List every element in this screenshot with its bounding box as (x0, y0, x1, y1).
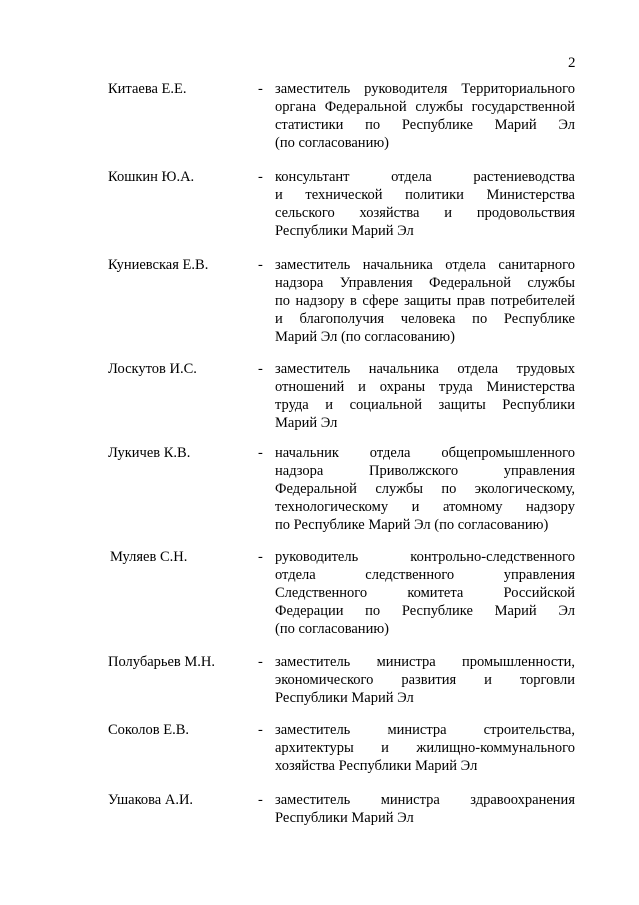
description-line: надзора Управления Федеральной службы (275, 275, 575, 291)
description-line: заместитель министра строительства, (275, 722, 575, 738)
description-line: хозяйства Республики Марий Эл (275, 758, 478, 774)
description-line: Федерации по Республике Марий Эл (275, 603, 575, 619)
position-description (275, 80, 575, 152)
person-name: Полубарьев М.Н. (108, 654, 216, 670)
person-name: Соколов Е.В. (108, 722, 190, 738)
person-name: Кошкин Ю.А. (108, 169, 195, 185)
description-line: Республики Марий Эл (275, 223, 414, 239)
dash-separator: - (258, 81, 263, 97)
description-line: Федеральной службы по экологическому, (275, 481, 575, 497)
description-line: по надзору в сфере защиты прав потребителей (275, 293, 575, 309)
description-line: и технической политики Министерства (275, 187, 575, 203)
description-line: и благополучия человека по Республике (275, 311, 575, 327)
description-line: (по согласованию) (275, 135, 389, 151)
description-line: труда и социальной защиты Республики (275, 397, 575, 413)
position-description (275, 548, 575, 638)
description-line: заместитель министра здравоохранения (275, 792, 575, 808)
description-line: надзора Приволжского управления (275, 463, 575, 479)
position-description (275, 653, 575, 707)
dash-separator: - (258, 361, 263, 377)
person-name: Куниевская Е.В. (108, 257, 209, 273)
description-line: по Республике Марий Эл (по согласованию) (275, 517, 549, 533)
dash-separator: - (258, 654, 263, 670)
description-line: консультант отдела растениеводства (275, 169, 575, 185)
description-line: Марий Эл (275, 415, 338, 431)
description-line: заместитель министра промышленности, (275, 654, 575, 670)
description-line: начальник отдела общепромышленного (275, 445, 575, 461)
person-name: Лоскутов И.С. (108, 361, 197, 377)
description-line: Следственного комитета Российской (275, 585, 575, 601)
page-number: 2 (568, 55, 576, 71)
description-line: статистики по Республике Марий Эл (275, 117, 575, 133)
description-line: архитектуры и жилищно-коммунального (275, 740, 575, 756)
person-name: Лукичев К.В. (108, 445, 191, 461)
description-line: заместитель руководителя Территориального (275, 81, 575, 97)
dash-separator: - (258, 445, 263, 461)
dash-separator: - (258, 169, 263, 185)
dash-separator: - (258, 722, 263, 738)
person-name: Муляев С.Н. (110, 549, 188, 565)
description-line: заместитель начальника отдела санитарного (275, 257, 575, 273)
person-name: Китаева Е.Е. (108, 81, 187, 97)
description-line: экономического развития и торговли (275, 672, 575, 688)
dash-separator: - (258, 549, 263, 565)
description-line: органа Федеральной службы государственной (275, 99, 575, 115)
position-description (275, 721, 575, 775)
description-line: руководитель контрольно-следственного (275, 549, 575, 565)
description-line: (по согласованию) (275, 621, 389, 637)
description-line: сельского хозяйства и продовольствия (275, 205, 575, 221)
description-line: технологическому и атомному надзору (275, 499, 575, 515)
person-name: Ушакова А.И. (108, 792, 194, 808)
dash-separator: - (258, 792, 263, 808)
position-description (275, 168, 575, 240)
description-line: Республики Марий Эл (275, 690, 414, 706)
dash-separator: - (258, 257, 263, 273)
description-line: отдела следственного управления (275, 567, 575, 583)
description-line: Республики Марий Эл (275, 810, 414, 826)
position-description (275, 256, 575, 346)
position-description (275, 444, 575, 534)
description-line: отношений и охраны труда Министерства (275, 379, 575, 395)
description-line: заместитель начальника отдела трудовых (275, 361, 575, 377)
position-description (275, 791, 575, 827)
description-line: Марий Эл (по согласованию) (275, 329, 455, 345)
position-description (275, 360, 575, 432)
